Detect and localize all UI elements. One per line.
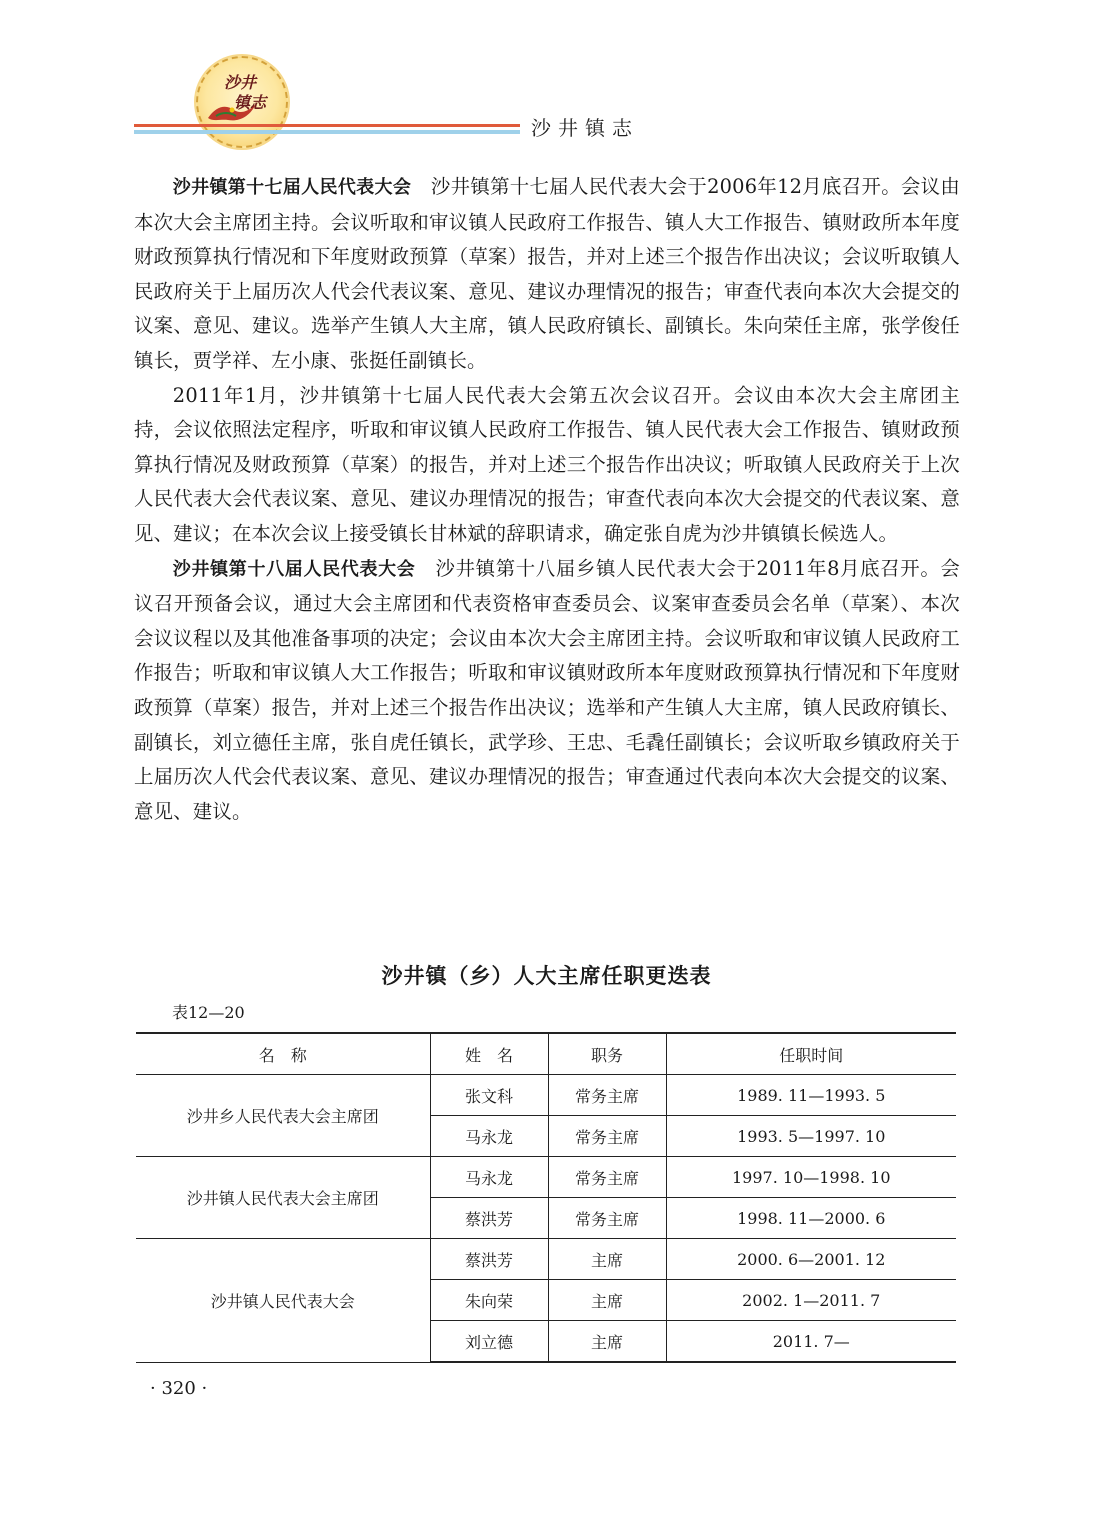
table-title: 沙井镇（乡）人大主席任职更迭表 <box>381 964 712 988</box>
logo-text-bottom: 镇志 <box>234 93 267 112</box>
term-cell: 1998. 11—2000. 6 <box>666 1198 956 1239</box>
page-number: · 320 · <box>150 1378 208 1399</box>
position-cell: 主席 <box>548 1280 666 1321</box>
header-rule-blue <box>134 130 520 134</box>
header-rule-red <box>134 124 520 127</box>
table-number: 表12—20 <box>172 1003 245 1022</box>
position-cell: 常务主席 <box>548 1157 666 1198</box>
person-cell: 马永龙 <box>430 1116 548 1157</box>
person-cell: 朱向荣 <box>430 1280 548 1321</box>
term-cell: 2000. 6—2001. 12 <box>666 1239 956 1280</box>
paragraph-text: 2011年1月，沙井镇第十七届人民代表大会第五次会议召开。会议由本次大会主席团主持，会议依照法定程序，听取和审议镇人民政府工作报告、镇人民代表大会工作报告、镇财政预算执行情况及财政预算（草案）的报告，并对上述三个报告作出决议；听取镇人民政府关于上次人民代表大会代表议案、意见、建议办理情况的报告；审查代表向本次大会提交的代表议案、意见、建议；在本次会议上接受镇长甘林斌的辞职请求，确定张自虎为沙井镇镇长候选人。 <box>134 383 960 545</box>
gazetteer-logo <box>196 56 288 148</box>
term-cell: 1989. 11—1993. 5 <box>666 1075 956 1116</box>
running-title: 沙井镇志 <box>531 116 639 140</box>
term-cell: 2011. 7— <box>666 1321 956 1363</box>
header-name: 名 称 <box>136 1033 430 1075</box>
header-person: 姓 名 <box>430 1033 548 1075</box>
table-header-row <box>136 1033 956 1075</box>
paragraph-18th-congress <box>134 552 960 830</box>
position-cell: 主席 <box>548 1239 666 1280</box>
term-cell: 2002. 1—2011. 7 <box>666 1280 956 1321</box>
paragraph-text: 沙井镇第十七届人民代表大会于2006年12月底召开。会议由本次大会主席团主持。会议听取和审议镇人民政府工作报告、镇人大工作报告、镇财政所本年度财政预算执行情况和下年度财政预算（草案）报告，并对上述三个报告作出决议；会议听取镇人民政府关于上届历次人代会代表议案、意见、建议办理情况的报告；审查代表向本次大会提交的议案、意见、建议。选举产生镇人大主席，镇人民政府镇长、副镇长。朱向荣任主席，张学俊任镇长，贾学祥、左小康、张挺任副镇长。 <box>134 175 960 372</box>
body-name: 沙井镇人民代表大会 <box>136 1239 430 1363</box>
position-cell: 常务主席 <box>548 1116 666 1157</box>
logo-text-top: 沙井 <box>224 73 257 92</box>
person-cell: 蔡洪芳 <box>430 1239 548 1280</box>
person-cell: 蔡洪芳 <box>430 1198 548 1239</box>
chairman-roster-table <box>136 1032 956 1363</box>
section-lead: 沙井镇第十七届人民代表大会 <box>172 177 412 198</box>
person-cell: 马永龙 <box>430 1157 548 1198</box>
paragraph-text: 沙井镇第十八届乡镇人民代表大会于2011年8月底召开。会议召开预备会议，通过大会主席团和代表资格审查委员会、议案审查委员会名单（草案）、本次会议议程以及其他准备事项的决定；会议由本次大会主席团主持。会议听取和审议镇人民政府工作报告；听取和审议镇人大工作报告；听取和审议镇财政所本年度财政预算执行情况和下年度财政预算（草案）报告，并对上述三个报告作出决议；选举和产生镇人大主席，镇人民政府镇长、副镇长，刘立德任主席，张自虎任镇长，武学珍、王忠、毛毳任副镇长；会议听取乡镇政府关于上届历次人代会代表议案、意见、建议办理情况的报告；审查通过代表向本次大会提交的议案、意见、建议。 <box>134 556 960 823</box>
term-cell: 1993. 5—1997. 10 <box>666 1116 956 1157</box>
position-cell: 主席 <box>548 1321 666 1363</box>
person-cell: 张文科 <box>430 1075 548 1116</box>
page-header <box>0 0 1093 160</box>
paragraph-2011-session <box>134 379 960 552</box>
body-text <box>134 170 960 829</box>
body-name: 沙井镇人民代表大会主席团 <box>136 1157 430 1239</box>
table-row <box>136 1239 956 1280</box>
paragraph-17th-congress <box>134 170 960 379</box>
person-cell: 刘立德 <box>430 1321 548 1363</box>
term-cell: 1997. 10—1998. 10 <box>666 1157 956 1198</box>
section-lead: 沙井镇第十八届人民代表大会 <box>172 558 416 580</box>
header-position: 职务 <box>548 1033 666 1075</box>
table-row <box>136 1075 956 1116</box>
table-row <box>136 1157 956 1198</box>
position-cell: 常务主席 <box>548 1075 666 1116</box>
header-term: 任职时间 <box>666 1033 956 1075</box>
position-cell: 常务主席 <box>548 1198 666 1239</box>
body-name: 沙井乡人民代表大会主席团 <box>136 1075 430 1157</box>
